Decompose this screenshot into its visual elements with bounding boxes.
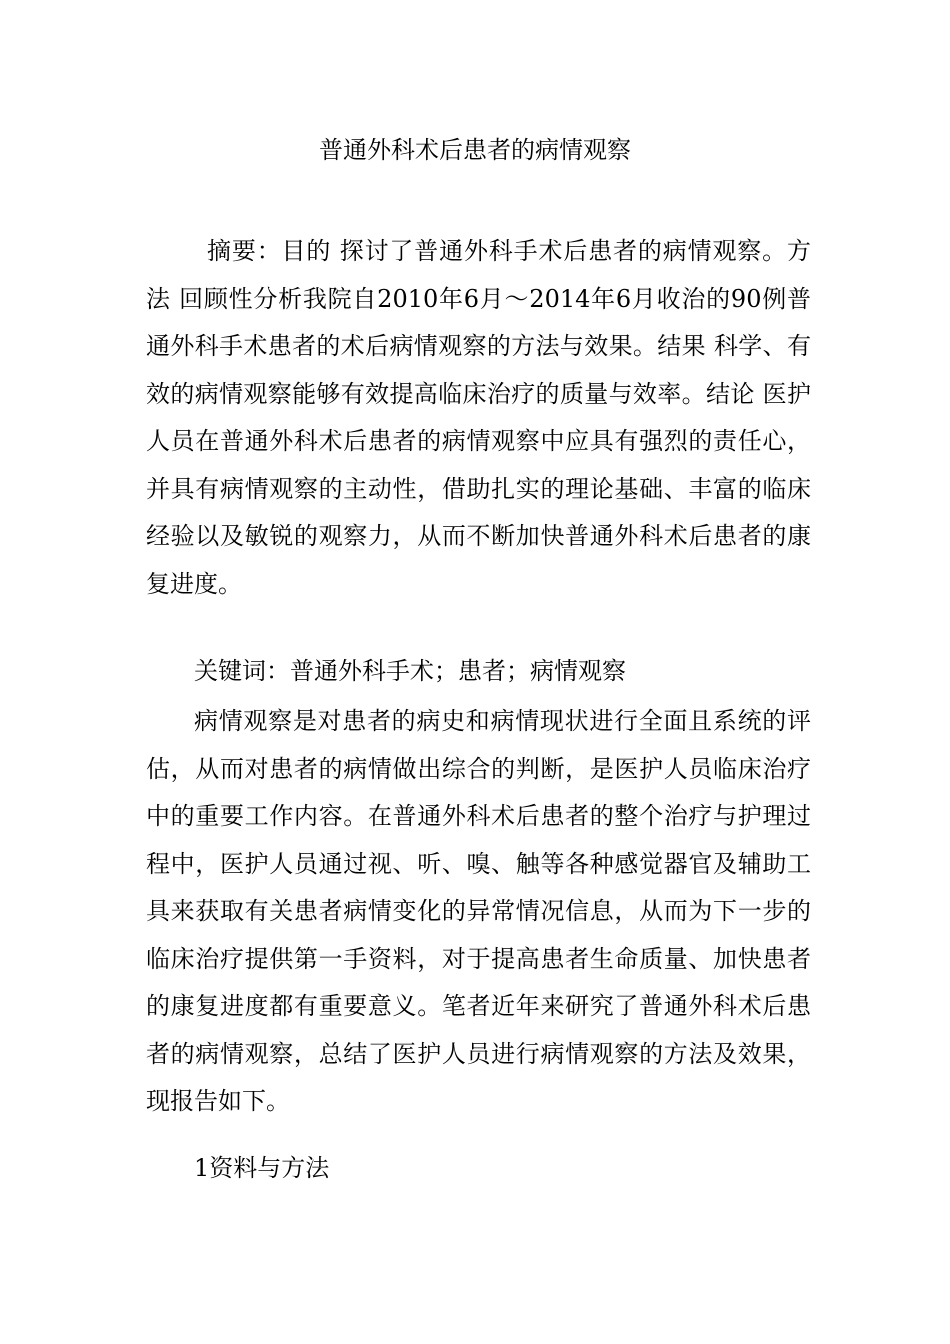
section-heading: 1资料与方法 (194, 1154, 330, 1182)
keywords-line: 关键词：普通外科手术；患者；病情观察 (194, 657, 626, 685)
intro-paragraph: 病情观察是对患者的病史和病情现状进行全面且系统的评估，从而对患者的病情做出综合的判断，是医护人员临床治疗中的重要工作内容。在普通外科术后患者的整个治疗与护理过程中，医护人员通过视、听、嗅、触等各种感觉器官及辅助工具来获取有关患者病情变化的异常情况信息，从而为下一步的临床治疗提供第一手资料，对于提高患者生命质量、加快患者的康复进度都有重要意义。笔者近年来研究了普通外科术后患者的病情观察，总结了医护人员进行病情观察的方法及效果，现报告如下。 (146, 707, 811, 1115)
document-title: 普通外科术后患者的病情观察 (319, 136, 631, 164)
abstract-paragraph: 摘要：目的 探讨了普通外科手术后患者的病情观察。方法 回顾性分析我院自2010年6月～2014年6月收治的90例普通外科手术患者的术后病情观察的方法与效果。结果 科学、有效的病情观察能够有效提高临床治疗的质量与效率。结论 医护人员在普通外科术后患者的病情观察中应具有强烈的责任心，并具有病情观察的主动性，借助扎实的理论基础、丰富的临床经验以及敏锐的观察力，从而不断加快普通外科术后患者的康复进度。 (146, 237, 811, 598)
